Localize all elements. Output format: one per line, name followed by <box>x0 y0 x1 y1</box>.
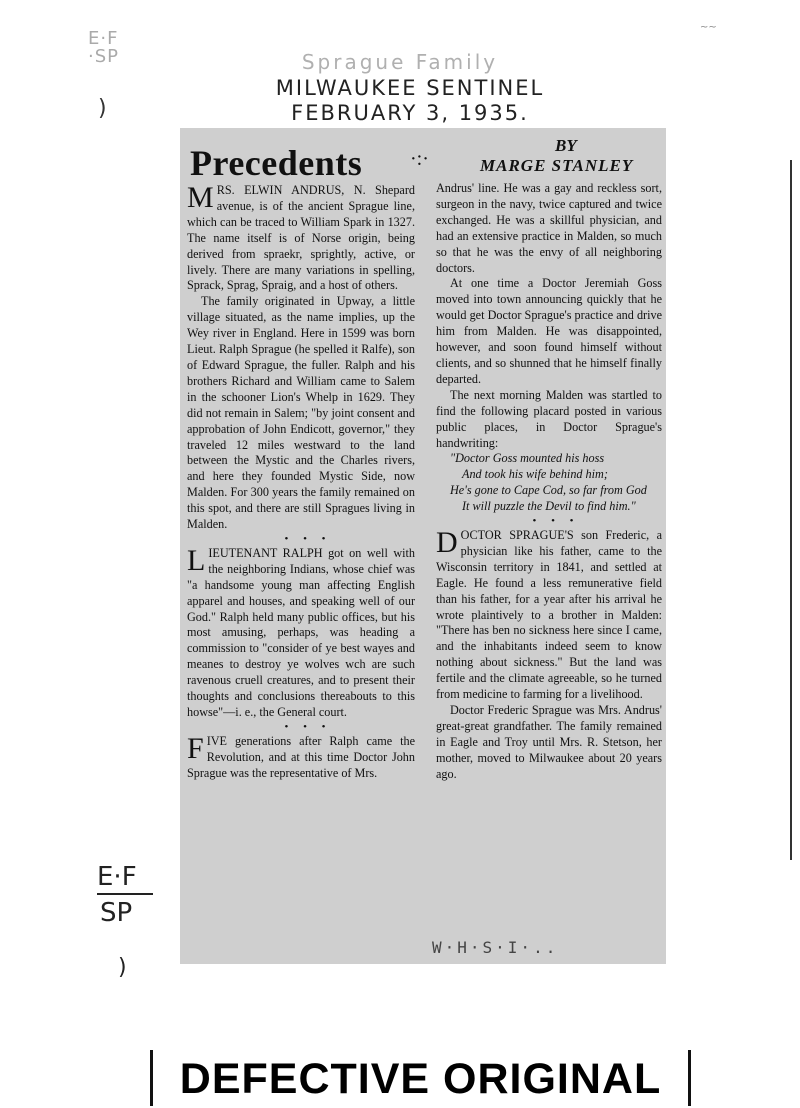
banner-text: DEFECTIVE ORIGINAL <box>179 1055 662 1103</box>
underline-mark <box>97 893 153 895</box>
paragraph: The next morning Malden was startled to find the following placard posted in various public places, in Doctor Sprague's handwriting: <box>436 387 662 450</box>
drop-cap: L <box>187 543 206 577</box>
stamp-dots: W·H·S·I·.. <box>432 938 559 957</box>
paragraph: At one time a Doctor Jeremiah Goss moved into town announcing quickly that he would get Doctor Sprague's practice and drive him from Malden. He was disappointed, however, and soon found himself without clients, and so shunned that he himself finally departed. <box>436 276 662 386</box>
page-edge-mark <box>790 160 798 860</box>
drop-cap: M <box>187 181 214 214</box>
byline-by: BY <box>555 136 577 155</box>
defective-original-banner <box>150 1050 691 1106</box>
handwritten-ef-note: E·F <box>97 862 137 892</box>
article-headline: Precedents <box>190 143 363 183</box>
handwritten-sp-note: SP <box>100 898 133 928</box>
drop-cap: D <box>436 526 458 560</box>
ornament-glyph: ·:· <box>410 148 429 170</box>
poem-line: It will puzzle the Devil to find him." <box>462 499 636 514</box>
paragraph: MRS. ELWIN ANDRUS, N. Shepard avenue, is of the ancient Sprague line, which can be traced to William Spark in 1327. The name itself is of Norse origin, being derived from spraekr, sprightly, active, or lively. There are many variations in spelling, Sprack, Sprag, Spraig, and a host of others. <box>187 181 415 293</box>
article-column-right <box>436 181 662 783</box>
paragraph: FIVE generations after Ralph came the Revolution, and at this time Doctor John Sprague was the representative of Mrs. <box>187 731 415 780</box>
section-separator: • • • <box>284 532 332 545</box>
paragraph: LIEUTENANT RALPH got on well with the neighboring Indians, whose chief was "a handsome young man affecting English apparel and houses, and speaking well of our God." Ralph held many public offices, but his most amusing, perhaps, was heading a commission to "consider of ye best wayes and meanes to destroy ye wolves wch are such ravenous cruell creatures, and to present their thoughts and conclusions thereabouts to this howse"—i. e., the General court. <box>187 543 415 719</box>
paragraph: The family originated in Upway, a little village situated, as the name implies, up the Wey river in England. Here in 1599 was born Lieut. Ralph Sprague (he spelled it Ralfe), son of Edward Sprague, the fuller. Ralph and his brothers Richard and William came to Salem in the schooner Lion's Whelp in 1629. They did not remain in Salem; "by joint consent and approbation of John Endicott, governor," they traveled 12 miles westward to the land between the Mystic and the Charles rivers, and here they founded Mystic Side, now Malden. For 300 years the family remained on this spot, and there are still Spragues living in Malden. <box>187 294 415 532</box>
poem-line: And took his wife behind him; <box>462 467 608 482</box>
section-separator: • • • <box>532 515 580 528</box>
handwritten-mark: ) <box>98 96 107 121</box>
family-heading: Sprague Family <box>301 50 499 74</box>
newspaper-name: MILWAUKEE SENTINEL <box>275 76 545 100</box>
paragraph: Doctor Frederic Sprague was Mrs. Andrus' great-great grandfather. The family remained in Eagle and Troy until Mrs. R. Stetson, her mother, moved to Milwaukee about 20 years ago. <box>436 703 662 781</box>
paragraph: DOCTOR SPRAGUE'S son Frederic, a physician like his father, came to the Wisconsin territory in 1841, and settled at Eagle. He found a less remunerative field than his father, for a year after his arrival he wrote plaintively to a brother in Malden: "There has ben no sickness here since I came, and the inhabitants indeed seem to know nothing about sickness." But the land was fertile and the climate agreeable, so he turned from medicine to farming for a livelihood. <box>436 526 662 702</box>
paragraph: Andrus' line. He was a gay and reckless sort, surgeon in the navy, twice captured and twice exchanged. He was a skillful physician, and had an extensive practice in Malden, so much so that he was the envy of all neighboring doctors. <box>436 181 662 275</box>
poem-line: "Doctor Goss mounted his hoss <box>450 451 605 466</box>
drop-cap: F <box>187 731 204 765</box>
handwritten-mark: ) <box>118 955 127 980</box>
handwritten-ef-note: E·F ·SP <box>88 28 120 67</box>
section-separator: • • • <box>284 720 332 733</box>
corner-mark: ~~ <box>700 22 717 33</box>
publication-date: FEBRUARY 3, 1935. <box>291 101 529 125</box>
article-column-left <box>187 183 415 782</box>
poem-line: He's gone to Cape Cod, so far from God <box>450 483 647 498</box>
byline-author: MARGE STANLEY <box>480 156 634 175</box>
